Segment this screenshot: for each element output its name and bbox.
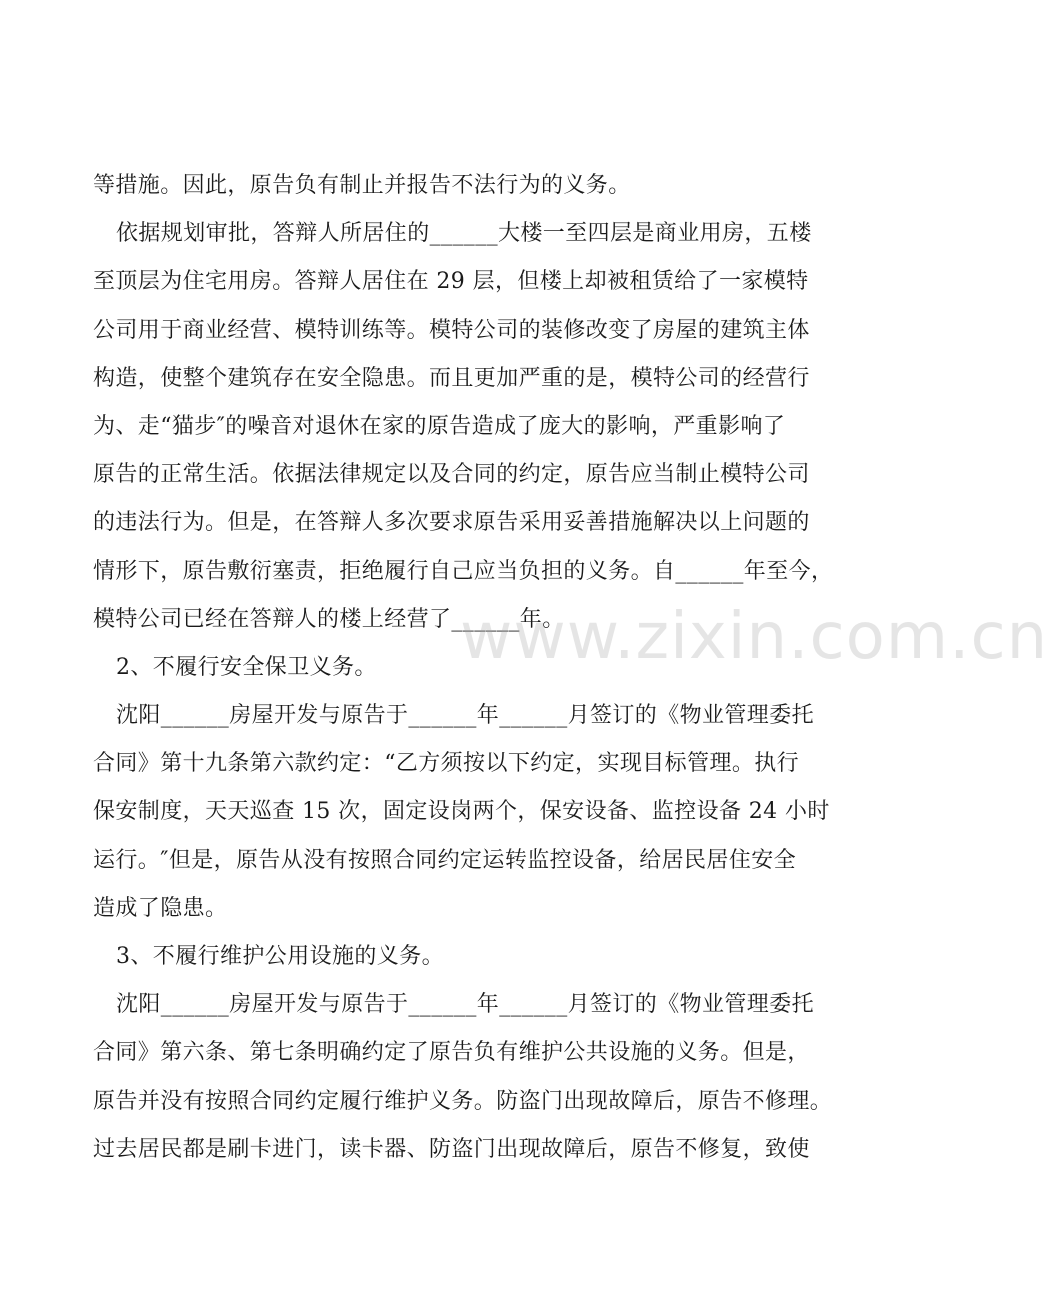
text-line: 为、走“猫步″的噪音对退休在家的原告造成了庞大的影响，严重影响了 [93, 413, 786, 439]
text-line: 的违法行为。但是，在答辩人多次要求原告采用妥善措施解决以上问题的 [93, 510, 810, 536]
text-line: 合同》第六条、第七条明确约定了原告负有维护公共设施的义务。但是， [93, 1040, 810, 1066]
text-line: 合同》第十九条第六款约定：“乙方须按以下约定，实现目标管理。执行 [93, 751, 800, 777]
text-line: 沈阳______房屋开发与原告于______年______月签订的《物业管理委托 [116, 992, 815, 1018]
text-line: 沈阳______房屋开发与原告于______年______月签订的《物业管理委托 [116, 703, 815, 729]
section-heading: 2、不履行安全保卫义务。 [116, 654, 377, 680]
section-heading: 3、不履行维护公用设施的义务。 [116, 944, 444, 969]
text-line: 依据规划审批，答辩人所居住的______大楼一至四层是商业用房，五楼 [116, 221, 812, 247]
document-body [93, 162, 833, 1174]
text-line: 构造，使整个建筑存在安全隐患。而且更加严重的是，模特公司的经营行 [93, 365, 810, 391]
text-line: 过去居民都是刷卡进门，读卡器、防盗门出现故障后，原告不修复，致使 [93, 1136, 810, 1162]
text-line: 运行。″但是，原告从没有按照合同约定运转监控设备，给居民居住安全 [93, 847, 797, 873]
watermark: www.zixin.com.cn [460, 600, 1048, 674]
text-line: 保安制度，天天巡查 15 次，固定设岗两个，保安设备、监控设备 24 小时 [93, 799, 830, 825]
text-line: 公司用于商业经营、模特训练等。模特公司的装修改变了房屋的建筑主体 [93, 317, 810, 343]
text-line: 原告并没有按照合同约定履行维护义务。防盗门出现故障后，原告不修理。 [93, 1088, 833, 1114]
text-line: 至顶层为住宅用房。答辩人居住在 29 层，但楼上却被租赁给了一家模特 [93, 269, 809, 295]
text-line: 造成了隐患。 [93, 895, 228, 921]
text-line: 情形下，原告敷衍塞责，拒绝履行自己应当负担的义务。自______年至今， [93, 558, 834, 584]
text-line: 原告的正常生活。依据法律规定以及合同的约定，原告应当制止模特公司 [93, 462, 810, 488]
text-line: 等措施。因此，原告负有制止并报告不法行为的义务。 [93, 173, 631, 198]
text-line: 模特公司已经在答辩人的楼上经营了______年。 [93, 606, 565, 632]
